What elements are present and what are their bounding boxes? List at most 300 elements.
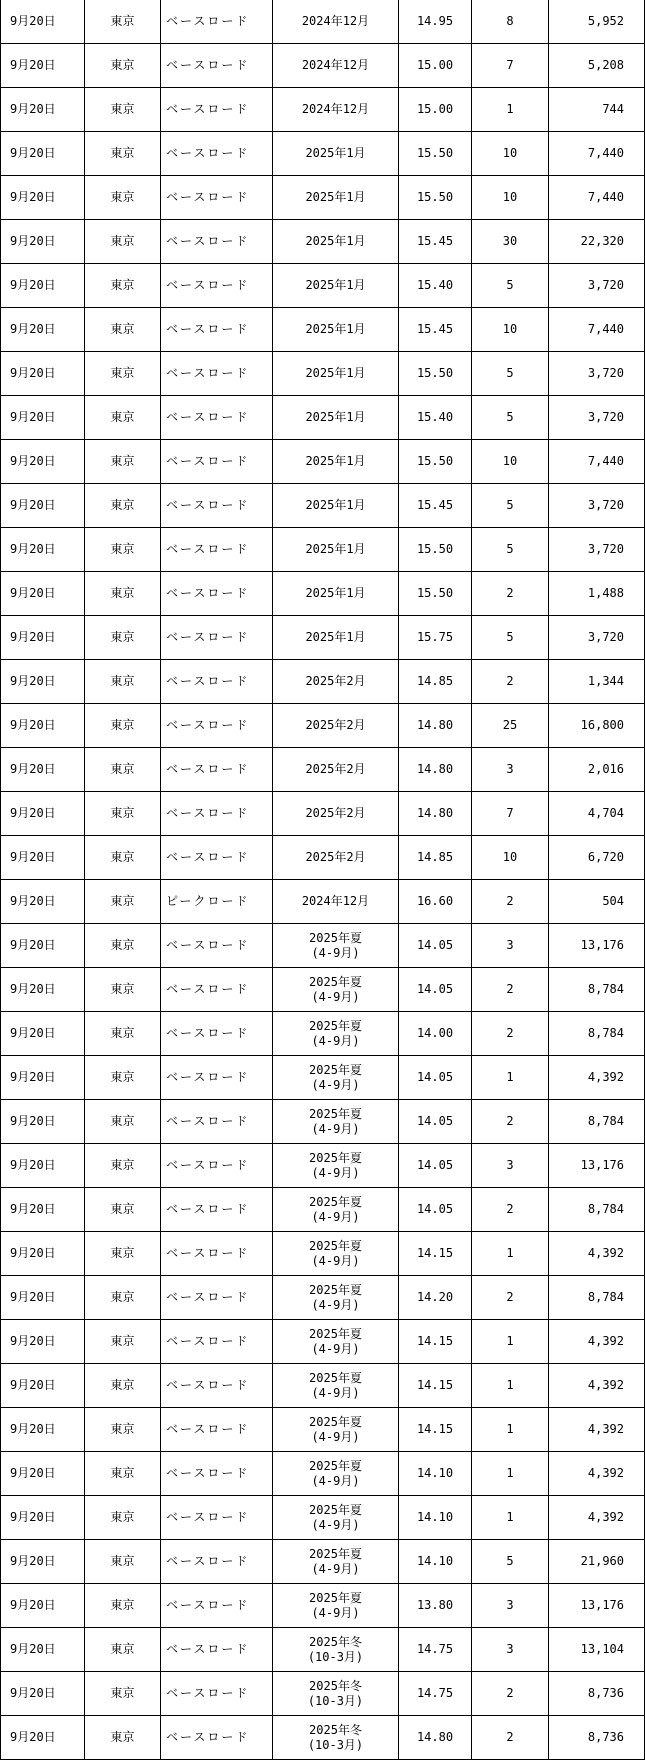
trade-type-cell: ベースロード: [161, 176, 273, 220]
trade-date-cell: 9月20日: [1, 1188, 85, 1232]
trade-date-cell: 9月20日: [1, 704, 85, 748]
delivery-period-line: (4-9月): [311, 945, 360, 960]
delivery-period-cell: [273, 1672, 399, 1716]
quantity-cell: 5: [472, 484, 549, 528]
price-cell: 15.50: [399, 176, 472, 220]
trade-type-cell: ベースロード: [161, 528, 273, 572]
delivery-period-line: 2025年夏: [309, 1018, 362, 1033]
volume-cell: 8,736: [549, 1672, 645, 1716]
table-row: [1, 440, 645, 484]
trade-area-cell: 東京: [85, 748, 161, 792]
delivery-period-line: (4-9月): [311, 1385, 360, 1400]
price-cell: 15.50: [399, 572, 472, 616]
table-row: [1, 1716, 645, 1760]
delivery-period-line: 2025年夏: [309, 1502, 362, 1517]
quantity-cell: 3: [472, 1144, 549, 1188]
delivery-period-line: (4-9月): [311, 1165, 360, 1180]
delivery-period-line: 2025年夏: [309, 1194, 362, 1209]
trade-area-cell: 東京: [85, 132, 161, 176]
table-row: [1, 1188, 645, 1232]
trade-area-cell: 東京: [85, 1232, 161, 1276]
trade-type-cell: ベースロード: [161, 0, 273, 44]
quantity-cell: 3: [472, 1628, 549, 1672]
delivery-period-line: (10-3月): [307, 1693, 364, 1708]
delivery-period-cell: [273, 264, 399, 308]
trade-type-cell: ベースロード: [161, 308, 273, 352]
delivery-period-line: (4-9月): [311, 1517, 360, 1532]
trade-type-cell: ベースロード: [161, 132, 273, 176]
price-cell: 14.05: [399, 968, 472, 1012]
table-row: [1, 1496, 645, 1540]
trade-area-cell: 東京: [85, 1364, 161, 1408]
price-cell: 14.15: [399, 1408, 472, 1452]
trade-type-cell: ベースロード: [161, 220, 273, 264]
delivery-period-line: 2025年1月: [305, 410, 366, 424]
volume-cell: 8,784: [549, 1100, 645, 1144]
delivery-period-line: 2024年12月: [301, 58, 370, 72]
quantity-cell: 2: [472, 968, 549, 1012]
trade-area-cell: 東京: [85, 1540, 161, 1584]
delivery-period-line: (4-9月): [311, 1297, 360, 1312]
volume-cell: 4,392: [549, 1452, 645, 1496]
delivery-period-cell: [273, 792, 399, 836]
delivery-period-line: 2024年12月: [301, 102, 370, 116]
delivery-period-cell: [273, 1012, 399, 1056]
price-cell: 14.20: [399, 1276, 472, 1320]
trade-type-cell: ベースロード: [161, 1188, 273, 1232]
trade-date-cell: 9月20日: [1, 132, 85, 176]
delivery-period-line: 2025年2月: [305, 718, 366, 732]
delivery-period-line: 2025年夏: [309, 1326, 362, 1341]
trade-date-cell: 9月20日: [1, 1408, 85, 1452]
table-row: [1, 1232, 645, 1276]
trade-area-cell: 東京: [85, 352, 161, 396]
trade-date-cell: 9月20日: [1, 1012, 85, 1056]
trade-date-cell: 9月20日: [1, 0, 85, 44]
table-row: [1, 1056, 645, 1100]
quantity-cell: 7: [472, 792, 549, 836]
volume-cell: 6,720: [549, 836, 645, 880]
delivery-period-line: 2025年1月: [305, 278, 366, 292]
quantity-cell: 2: [472, 1188, 549, 1232]
trade-area-cell: 東京: [85, 264, 161, 308]
trade-type-cell: ピークロード: [161, 880, 273, 924]
delivery-period-cell: [273, 1364, 399, 1408]
volume-cell: 4,392: [549, 1320, 645, 1364]
price-cell: 15.50: [399, 440, 472, 484]
delivery-period-line: (4-9月): [311, 1077, 360, 1092]
delivery-period-line: 2025年冬: [309, 1634, 362, 1649]
price-cell: 14.75: [399, 1672, 472, 1716]
delivery-period-cell: [273, 1232, 399, 1276]
trade-type-cell: ベースロード: [161, 1584, 273, 1628]
delivery-period-cell: [273, 572, 399, 616]
trade-type-cell: ベースロード: [161, 1364, 273, 1408]
delivery-period-cell: [273, 132, 399, 176]
trade-type-cell: ベースロード: [161, 704, 273, 748]
trade-area-cell: 東京: [85, 1144, 161, 1188]
delivery-period-line: (4-9月): [311, 1605, 360, 1620]
trade-area-cell: 東京: [85, 968, 161, 1012]
volume-cell: 21,960: [549, 1540, 645, 1584]
delivery-period-line: 2024年12月: [301, 14, 370, 28]
delivery-period-cell: [273, 968, 399, 1012]
table-row: [1, 1364, 645, 1408]
delivery-period-line: 2025年1月: [305, 630, 366, 644]
table-row: [1, 1100, 645, 1144]
trade-area-cell: 東京: [85, 220, 161, 264]
trade-area-cell: 東京: [85, 924, 161, 968]
delivery-period-line: 2025年夏: [309, 1238, 362, 1253]
delivery-period-line: (4-9月): [311, 1341, 360, 1356]
trade-type-cell: ベースロード: [161, 1628, 273, 1672]
trade-date-cell: 9月20日: [1, 44, 85, 88]
delivery-period-cell: [273, 1496, 399, 1540]
delivery-period-cell: [273, 1276, 399, 1320]
price-cell: 14.05: [399, 1188, 472, 1232]
trade-type-cell: ベースロード: [161, 1320, 273, 1364]
volume-cell: 7,440: [549, 132, 645, 176]
table-row: [1, 1672, 645, 1716]
table-row: [1, 792, 645, 836]
trade-area-cell: 東京: [85, 396, 161, 440]
trade-date-cell: 9月20日: [1, 616, 85, 660]
delivery-period-line: 2025年1月: [305, 366, 366, 380]
delivery-period-cell: [273, 1320, 399, 1364]
trade-type-cell: ベースロード: [161, 1012, 273, 1056]
quantity-cell: 5: [472, 352, 549, 396]
volume-cell: 3,720: [549, 352, 645, 396]
volume-cell: 4,392: [549, 1364, 645, 1408]
price-cell: 15.45: [399, 220, 472, 264]
quantity-cell: 1: [472, 1452, 549, 1496]
quantity-cell: 2: [472, 1672, 549, 1716]
volume-cell: 3,720: [549, 396, 645, 440]
table-row: [1, 836, 645, 880]
table-row: [1, 880, 645, 924]
table-row: [1, 1628, 645, 1672]
volume-cell: 5,208: [549, 44, 645, 88]
trade-type-cell: ベースロード: [161, 264, 273, 308]
trade-area-cell: 東京: [85, 1584, 161, 1628]
price-cell: 14.80: [399, 1716, 472, 1760]
trade-type-cell: ベースロード: [161, 396, 273, 440]
price-cell: 14.10: [399, 1496, 472, 1540]
volume-cell: 13,176: [549, 1584, 645, 1628]
delivery-period-line: 2025年1月: [305, 542, 366, 556]
delivery-period-cell: [273, 1408, 399, 1452]
trade-area-cell: 東京: [85, 440, 161, 484]
delivery-period-cell: [273, 1144, 399, 1188]
price-cell: 15.75: [399, 616, 472, 660]
delivery-period-line: (10-3月): [307, 1737, 364, 1752]
delivery-period-cell: [273, 1056, 399, 1100]
delivery-period-line: 2024年12月: [301, 894, 370, 908]
delivery-period-line: 2025年2月: [305, 806, 366, 820]
volume-cell: 2,016: [549, 748, 645, 792]
volume-cell: 4,704: [549, 792, 645, 836]
delivery-period-cell: [273, 660, 399, 704]
delivery-period-cell: [273, 88, 399, 132]
volume-cell: 8,784: [549, 1276, 645, 1320]
trade-area-cell: 東京: [85, 1716, 161, 1760]
volume-cell: 4,392: [549, 1496, 645, 1540]
delivery-period-line: (4-9月): [311, 1473, 360, 1488]
delivery-period-line: 2025年夏: [309, 1590, 362, 1605]
trade-date-cell: 9月20日: [1, 1628, 85, 1672]
price-cell: 15.00: [399, 88, 472, 132]
table-row: [1, 968, 645, 1012]
table-row: [1, 1452, 645, 1496]
delivery-period-line: 2025年冬: [309, 1722, 362, 1737]
price-cell: 14.85: [399, 836, 472, 880]
table-row: [1, 924, 645, 968]
delivery-period-cell: [273, 836, 399, 880]
table-row: [1, 1408, 645, 1452]
quantity-cell: 30: [472, 220, 549, 264]
table-row: [1, 1276, 645, 1320]
trade-date-cell: 9月20日: [1, 1056, 85, 1100]
trade-type-cell: ベースロード: [161, 1408, 273, 1452]
quantity-cell: 1: [472, 1408, 549, 1452]
volume-cell: 3,720: [549, 616, 645, 660]
delivery-period-cell: [273, 1540, 399, 1584]
delivery-period-line: 2025年1月: [305, 190, 366, 204]
delivery-period-line: 2025年2月: [305, 850, 366, 864]
delivery-period-line: (4-9月): [311, 1253, 360, 1268]
trade-type-cell: ベースロード: [161, 484, 273, 528]
quantity-cell: 10: [472, 440, 549, 484]
table-row: [1, 132, 645, 176]
trade-area-cell: 東京: [85, 792, 161, 836]
quantity-cell: 2: [472, 1716, 549, 1760]
delivery-period-cell: [273, 748, 399, 792]
delivery-period-cell: [273, 880, 399, 924]
delivery-period-cell: [273, 0, 399, 44]
delivery-period-line: 2025年夏: [309, 1106, 362, 1121]
price-cell: 14.75: [399, 1628, 472, 1672]
trade-date-cell: 9月20日: [1, 264, 85, 308]
delivery-period-line: 2025年1月: [305, 454, 366, 468]
table-row: [1, 660, 645, 704]
price-cell: 16.60: [399, 880, 472, 924]
trade-date-cell: 9月20日: [1, 1584, 85, 1628]
trade-type-cell: ベースロード: [161, 44, 273, 88]
price-cell: 14.10: [399, 1452, 472, 1496]
delivery-period-line: 2025年夏: [309, 1414, 362, 1429]
price-cell: 14.80: [399, 792, 472, 836]
delivery-period-cell: [273, 176, 399, 220]
trade-date-cell: 9月20日: [1, 1672, 85, 1716]
price-cell: 14.85: [399, 660, 472, 704]
volume-cell: 8,736: [549, 1716, 645, 1760]
quantity-cell: 5: [472, 1540, 549, 1584]
trade-date-cell: 9月20日: [1, 176, 85, 220]
delivery-period-cell: [273, 440, 399, 484]
quantity-cell: 10: [472, 836, 549, 880]
trade-type-cell: ベースロード: [161, 1540, 273, 1584]
table-row: [1, 396, 645, 440]
quantity-cell: 3: [472, 1584, 549, 1628]
quantity-cell: 10: [472, 176, 549, 220]
volume-cell: 8,784: [549, 1012, 645, 1056]
delivery-period-line: (4-9月): [311, 1561, 360, 1576]
volume-cell: 744: [549, 88, 645, 132]
volume-cell: 504: [549, 880, 645, 924]
volume-cell: 8,784: [549, 1188, 645, 1232]
price-cell: 14.05: [399, 924, 472, 968]
volume-cell: 8,784: [549, 968, 645, 1012]
delivery-period-cell: [273, 352, 399, 396]
trade-date-cell: 9月20日: [1, 1716, 85, 1760]
delivery-period-cell: [273, 1628, 399, 1672]
trade-area-cell: 東京: [85, 1452, 161, 1496]
quantity-cell: 25: [472, 704, 549, 748]
delivery-period-line: 2025年夏: [309, 1062, 362, 1077]
price-cell: 14.00: [399, 1012, 472, 1056]
trade-type-cell: ベースロード: [161, 1056, 273, 1100]
trade-area-cell: 東京: [85, 1496, 161, 1540]
price-cell: 14.15: [399, 1364, 472, 1408]
trade-date-cell: 9月20日: [1, 484, 85, 528]
quantity-cell: 1: [472, 1056, 549, 1100]
delivery-period-cell: [273, 528, 399, 572]
delivery-period-line: (4-9月): [311, 1033, 360, 1048]
quantity-cell: 10: [472, 308, 549, 352]
trade-date-cell: 9月20日: [1, 1144, 85, 1188]
trade-area-cell: 東京: [85, 1188, 161, 1232]
trade-date-cell: 9月20日: [1, 660, 85, 704]
trade-date-cell: 9月20日: [1, 1232, 85, 1276]
trade-date-cell: 9月20日: [1, 1452, 85, 1496]
delivery-period-line: 2025年夏: [309, 1150, 362, 1165]
delivery-period-line: 2025年夏: [309, 974, 362, 989]
delivery-period-cell: [273, 616, 399, 660]
table-row: [1, 704, 645, 748]
volume-cell: 3,720: [549, 484, 645, 528]
quantity-cell: 2: [472, 572, 549, 616]
trade-area-cell: 東京: [85, 616, 161, 660]
delivery-period-cell: [273, 308, 399, 352]
delivery-period-cell: [273, 220, 399, 264]
price-cell: 15.45: [399, 484, 472, 528]
trade-type-cell: ベースロード: [161, 748, 273, 792]
trade-date-cell: 9月20日: [1, 1276, 85, 1320]
quantity-cell: 3: [472, 924, 549, 968]
delivery-period-line: 2025年夏: [309, 1370, 362, 1385]
price-cell: 15.50: [399, 352, 472, 396]
delivery-period-line: 2025年夏: [309, 1546, 362, 1561]
delivery-period-cell: [273, 1584, 399, 1628]
delivery-period-cell: [273, 44, 399, 88]
volume-cell: 16,800: [549, 704, 645, 748]
trade-type-cell: ベースロード: [161, 660, 273, 704]
quantity-cell: 5: [472, 528, 549, 572]
price-cell: 14.80: [399, 748, 472, 792]
price-cell: 15.50: [399, 132, 472, 176]
price-cell: 15.40: [399, 264, 472, 308]
delivery-period-line: 2025年2月: [305, 674, 366, 688]
volume-cell: 13,176: [549, 1144, 645, 1188]
trade-date-cell: 9月20日: [1, 836, 85, 880]
trade-area-cell: 東京: [85, 0, 161, 44]
price-cell: 14.05: [399, 1100, 472, 1144]
volume-cell: 22,320: [549, 220, 645, 264]
table-row: [1, 352, 645, 396]
trade-type-cell: ベースロード: [161, 1232, 273, 1276]
price-cell: 14.15: [399, 1320, 472, 1364]
price-cell: 14.95: [399, 0, 472, 44]
trade-area-cell: 東京: [85, 1100, 161, 1144]
table-row: [1, 176, 645, 220]
quantity-cell: 3: [472, 748, 549, 792]
delivery-period-line: (10-3月): [307, 1649, 364, 1664]
price-cell: 15.45: [399, 308, 472, 352]
volume-cell: 7,440: [549, 308, 645, 352]
trade-type-cell: ベースロード: [161, 352, 273, 396]
trade-date-cell: 9月20日: [1, 792, 85, 836]
table-row: [1, 308, 645, 352]
trade-type-cell: ベースロード: [161, 924, 273, 968]
trade-date-cell: 9月20日: [1, 572, 85, 616]
trade-area-cell: 東京: [85, 836, 161, 880]
trade-type-cell: ベースロード: [161, 968, 273, 1012]
delivery-period-line: 2025年1月: [305, 586, 366, 600]
delivery-period-line: (4-9月): [311, 1121, 360, 1136]
delivery-period-cell: [273, 484, 399, 528]
trade-type-cell: ベースロード: [161, 572, 273, 616]
trade-date-cell: 9月20日: [1, 748, 85, 792]
trade-date-cell: 9月20日: [1, 396, 85, 440]
quantity-cell: 2: [472, 880, 549, 924]
trade-area-cell: 東京: [85, 572, 161, 616]
trade-date-cell: 9月20日: [1, 1100, 85, 1144]
quantity-cell: 8: [472, 0, 549, 44]
trade-type-cell: ベースロード: [161, 1672, 273, 1716]
table-row: [1, 484, 645, 528]
volume-cell: 3,720: [549, 264, 645, 308]
trade-area-cell: 東京: [85, 704, 161, 748]
trade-date-cell: 9月20日: [1, 308, 85, 352]
price-cell: 14.05: [399, 1144, 472, 1188]
delivery-period-line: (4-9月): [311, 1429, 360, 1444]
trade-type-cell: ベースロード: [161, 1716, 273, 1760]
trade-area-cell: 東京: [85, 1012, 161, 1056]
trade-date-cell: 9月20日: [1, 924, 85, 968]
volume-cell: 4,392: [549, 1408, 645, 1452]
price-cell: 14.15: [399, 1232, 472, 1276]
trade-area-cell: 東京: [85, 1408, 161, 1452]
delivery-period-cell: [273, 924, 399, 968]
trade-area-cell: 東京: [85, 88, 161, 132]
delivery-period-line: (4-9月): [311, 989, 360, 1004]
table-row: [1, 748, 645, 792]
trade-area-cell: 東京: [85, 44, 161, 88]
delivery-period-line: 2025年夏: [309, 1282, 362, 1297]
trade-area-cell: 東京: [85, 528, 161, 572]
trade-area-cell: 東京: [85, 1628, 161, 1672]
trade-date-cell: 9月20日: [1, 968, 85, 1012]
volume-cell: 7,440: [549, 440, 645, 484]
volume-cell: 3,720: [549, 528, 645, 572]
delivery-period-cell: [273, 1100, 399, 1144]
trade-area-cell: 東京: [85, 1672, 161, 1716]
table-row: [1, 572, 645, 616]
trade-date-cell: 9月20日: [1, 1496, 85, 1540]
volume-cell: 13,176: [549, 924, 645, 968]
trade-type-cell: ベースロード: [161, 836, 273, 880]
quantity-cell: 1: [472, 1320, 549, 1364]
